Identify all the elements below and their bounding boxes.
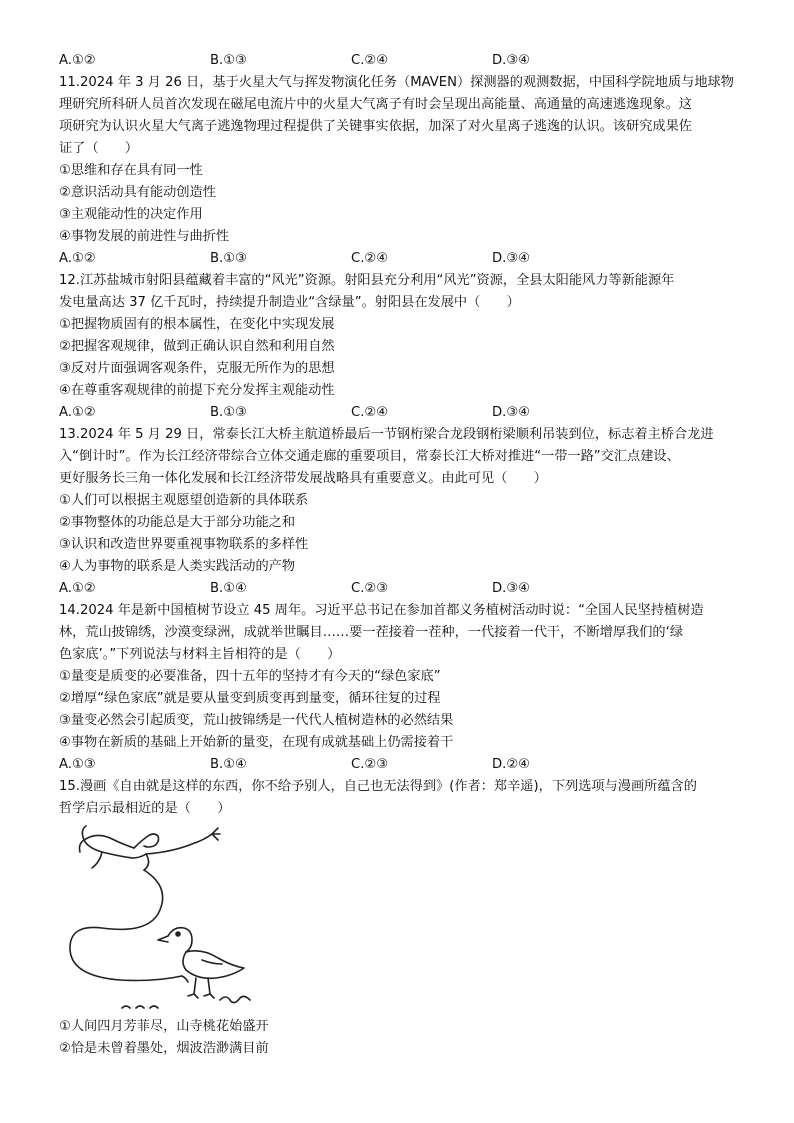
q14-stem-line: 色家底’。”下列说法与材料主旨相符的是（ ） bbox=[59, 647, 341, 662]
q14-item: ④事物在新质的基础上开始新的量变，在现有成就基础上仍需接着干 bbox=[59, 735, 454, 750]
q14-stem-line: 林，荒山披锦绣，沙漠变绿洲，成就举世瞩目……要一茬接着一茬种，一代接着一代干，不断增厚我们的‘绿 bbox=[59, 625, 684, 640]
option-b: B.①③ bbox=[210, 405, 247, 420]
q14-item: ②增厚“绿色家底”就是要从量变到质变再到量变，循环往复的过程 bbox=[59, 691, 441, 706]
q11-item: ①思维和存在具有同一性 bbox=[59, 163, 203, 178]
option-a: A.①② bbox=[59, 405, 96, 420]
option-d: D.③④ bbox=[492, 405, 530, 420]
option-a: A.①② bbox=[59, 581, 96, 596]
q13-stem-line: 更好服务长三角一体化发展和长江经济带发展战略具有重要意义。由此可见（ ） bbox=[59, 471, 547, 486]
q15-item: ②恰是未曾着墨处，烟波浩渺满目前 bbox=[59, 1041, 269, 1056]
q13-item: ②事物整体的功能总是大于部分功能之和 bbox=[59, 515, 296, 530]
cartoon-illustration bbox=[62, 818, 272, 1016]
q11-stem-line: 证了（ ） bbox=[59, 141, 139, 156]
option-c: C.②③ bbox=[351, 581, 389, 596]
q11-item: ③主观能动性的决定作用 bbox=[59, 207, 203, 222]
q14-item: ①量变是质变的必要准备，四十五年的坚持才有今天的“绿色家底” bbox=[59, 669, 441, 684]
q11-stem-line: 理研究所科研人员首次发现在磁尾电流片中的火星大气离子有时会呈现出高能量、高通量的高速逃逸现象。这 bbox=[59, 97, 692, 112]
option-b: B.①③ bbox=[210, 251, 247, 266]
q13-item: ④人为事物的联系是人类实践活动的产物 bbox=[59, 559, 296, 574]
q11-stem-line: 项研究为认识火星大气离子逃逸物理过程提供了关键事实依据，加深了对火星离子逃逸的认识。该研究成果佐 bbox=[59, 119, 692, 134]
q12-item: ①把握物质固有的根本属性，在变化中实现发展 bbox=[59, 317, 335, 332]
q13-stem-line: 13.2024 年 5 月 29 日，常泰长江大桥主航道桥最后一节钢桁梁合龙段钢桁梁顺利吊装到位，标志着主桥合龙进 bbox=[59, 427, 714, 442]
option-c: C.②④ bbox=[351, 53, 389, 68]
option-d: D.③④ bbox=[492, 581, 530, 596]
q15-stem-line: 哲学启示最相近的是（ ） bbox=[59, 801, 231, 816]
q12-options bbox=[59, 402, 739, 424]
option-d: D.②④ bbox=[492, 757, 530, 772]
option-c: C.②④ bbox=[351, 251, 389, 266]
q15-stem-line: 15.漫画《自由就是这样的东西，你不给予别人，自己也无法得到》(作者：郑辛遥)，下列选项与漫画所蕴含的 bbox=[59, 779, 697, 794]
q13-item: ①人们可以根据主观愿望创造新的具体联系 bbox=[59, 493, 309, 508]
q12-item: ②把握客观规律，做到正确认识自然和利用自然 bbox=[59, 339, 335, 354]
q12-stem-line: 12.江苏盐城市射阳县蕴藏着丰富的“风光”资源。射阳县充分利用“风光”资源，全县太阳能风力等新能源年 bbox=[59, 273, 675, 288]
q11-item: ②意识活动具有能动创造性 bbox=[59, 185, 216, 200]
q13-stem-line: 入“倒计时”。作为长江经济带综合立体交通走廊的重要项目，常泰长江大桥对推进“一带一路”交汇点建设、 bbox=[59, 449, 680, 464]
q13-item: ③认识和改造世界要重视事物联系的多样性 bbox=[59, 537, 309, 552]
q11-stem-line: 11.2024 年 3 月 26 日，基于火星大气与挥发物演化任务（MAVEN）探测器的观测数据，中国科学院地质与地球物 bbox=[59, 75, 734, 90]
q14-stem-line: 14.2024 年是新中国植树节设立 45 周年。习近平总书记在参加首都义务植树活动时说：“全国人民坚持植树造 bbox=[59, 603, 704, 618]
option-a: A.①② bbox=[59, 53, 96, 68]
option-a: A.①③ bbox=[59, 757, 96, 772]
q11-options bbox=[59, 248, 739, 270]
q12-item: ③反对片面强调客观条件，克服无所作为的思想 bbox=[59, 361, 335, 376]
option-b: B.①③ bbox=[210, 53, 247, 68]
option-b: B.①④ bbox=[210, 757, 247, 772]
q14-options bbox=[59, 754, 739, 776]
option-d: D.③④ bbox=[492, 251, 530, 266]
option-c: C.②③ bbox=[351, 757, 389, 772]
q10-options bbox=[59, 50, 739, 72]
q15-item: ①人间四月芳菲尽，山寺桃花始盛开 bbox=[59, 1019, 269, 1034]
option-b: B.①④ bbox=[210, 581, 247, 596]
option-c: C.②④ bbox=[351, 405, 389, 420]
option-d: D.③④ bbox=[492, 53, 530, 68]
q13-options bbox=[59, 578, 739, 600]
q11-item: ④事物发展的前进性与曲折性 bbox=[59, 229, 230, 244]
q12-item: ④在尊重客观规律的前提下充分发挥主观能动性 bbox=[59, 383, 335, 398]
option-a: A.①② bbox=[59, 251, 96, 266]
q12-stem-line: 发电量高达 37 亿千瓦时，持续提升制造业“含绿量”。射阳县在发展中（ ） bbox=[59, 295, 520, 310]
q14-item: ③量变必然会引起质变，荒山披锦绣是一代代人植树造林的必然结果 bbox=[59, 713, 454, 728]
